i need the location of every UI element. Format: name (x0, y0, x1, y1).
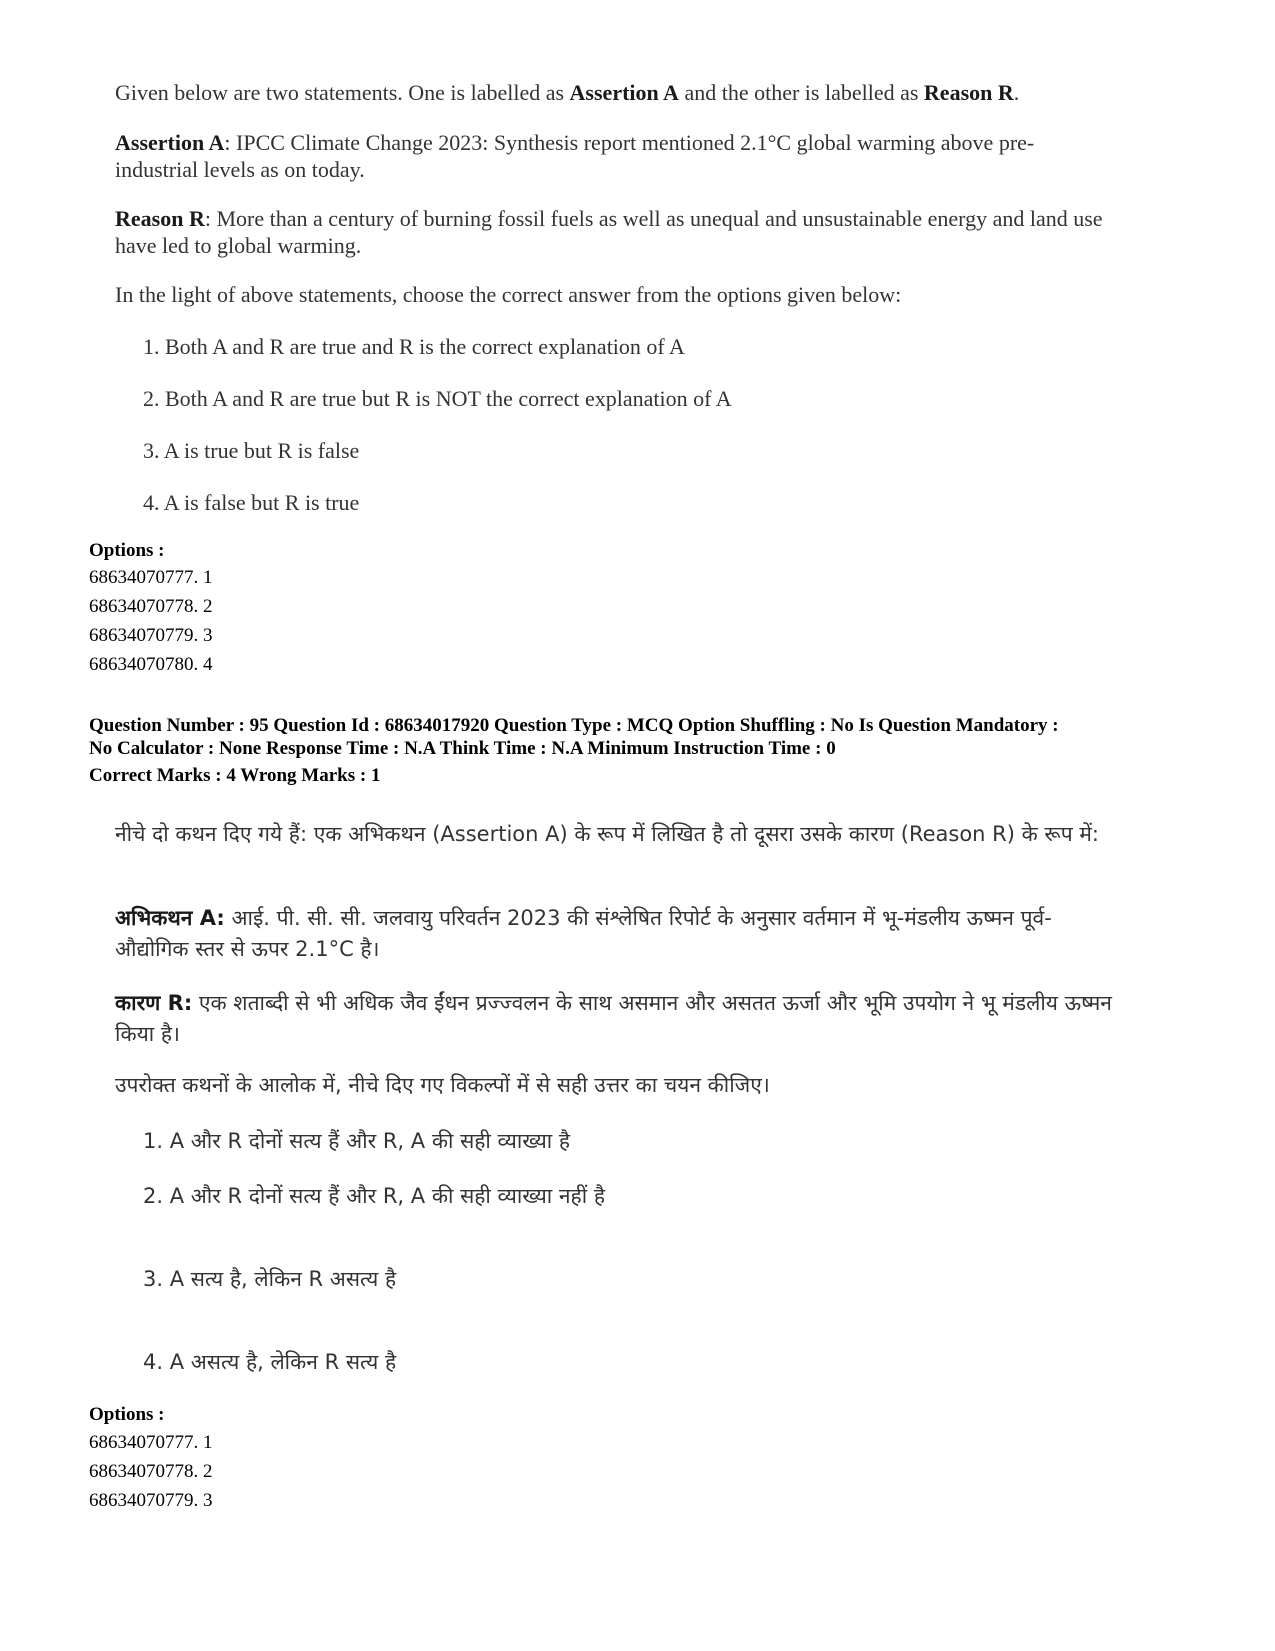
q94-reason-label: Reason R (115, 206, 205, 231)
q95-meta-line-1: Question Number : 95 Question Id : 68634017920 Question Type : MCQ Option Shuffling : No Is Question Mandatory : (89, 715, 1059, 736)
q95-intro: नीचे दो कथन दिए गये हैं: एक अभिकथन (Assertion A) के रूप में लिखित है तो दूसरा उसके कारण (Reason R) के रूप में: (115, 822, 1099, 846)
q94-option-2: 68634070778. 2 (89, 596, 213, 617)
q95-option-2: 68634070778. 2 (89, 1461, 213, 1482)
q94-assertion (115, 129, 1115, 183)
q95-choice-1: 1. A और R दोनों सत्य हैं और R, A की सही व्याख्या है (143, 1129, 571, 1153)
q94-choice-2: 2. Both A and R are true but R is NOT the correct explanation of A (143, 386, 732, 411)
q95-instruction: उपरोक्त कथनों के आलोक में, नीचे दिए गए विकल्पों में से सही उत्तर का चयन कीजिए। (115, 1073, 770, 1097)
q94-assertion-label: Assertion A (115, 130, 225, 155)
q95-assertion-text: आई. पी. सी. सी. जलवायु परिवर्तन 2023 की संश्लेषित रिपोर्ट के अनुसार वर्तमान में भू-मंडलीय ऊष्मन पूर्व-औद्योगिक स्तर से ऊपर 2.1°C है। (115, 906, 1052, 961)
q94-intro-text-mid: and the other is labelled as (678, 80, 924, 105)
q94-choice-1: 1. Both A and R are true and R is the correct explanation of A (143, 334, 685, 359)
q94-instruction: In the light of above statements, choose the correct answer from the options given below: (115, 282, 902, 307)
q95-choice-2: 2. A और R दोनों सत्य हैं और R, A की सही व्याख्या नहीं है (143, 1184, 605, 1208)
q94-reason (115, 205, 1115, 259)
q95-options-list (89, 1428, 213, 1515)
q95-assertion-label: अभिकथन A: (115, 906, 225, 930)
q95-choice-3: 3. A सत्य है, लेकिन R असत्य है (143, 1267, 397, 1291)
q95-option-3: 68634070779. 3 (89, 1490, 213, 1511)
q95-choice-4: 4. A असत्य है, लेकिन R सत्य है (143, 1350, 397, 1374)
q94-intro (115, 80, 1019, 106)
q94-option-1: 68634070777. 1 (89, 567, 213, 588)
q94-options-list (89, 563, 213, 679)
q95-reason-text: एक शताब्दी से भी अधिक जैव ईंधन प्रज्ज्वलन के साथ असमान और असतत ऊर्जा और भूमि उपयोग ने भू मंडलीय ऊष्मन किया है। (115, 991, 1112, 1046)
q94-assertion-text: : IPCC Climate Change 2023: Synthesis report mentioned 2.1°C global warming above pre-industrial levels as on today. (115, 130, 1035, 182)
q95-options-label: Options : (89, 1404, 165, 1425)
q94-intro-assertion: Assertion A (569, 80, 679, 105)
q95-assertion (115, 903, 1115, 965)
q94-intro-text: Given below are two statements. One is labelled as (115, 80, 570, 105)
q94-choice-3: 3. A is true but R is false (143, 438, 360, 463)
q94-reason-text: : More than a century of burning fossil fuels as well as unequal and unsustainable energy and land use have led to global warming. (115, 206, 1103, 258)
q94-intro-reason: Reason R (923, 80, 1014, 105)
q94-options-label: Options : (89, 540, 165, 561)
q95-reason (115, 988, 1115, 1050)
q94-option-3: 68634070779. 3 (89, 625, 213, 646)
q95-option-1: 68634070777. 1 (89, 1432, 213, 1453)
q94-choice-4: 4. A is false but R is true (143, 490, 360, 515)
q94-option-4: 68634070780. 4 (89, 654, 213, 675)
q95-meta-marks: Correct Marks : 4 Wrong Marks : 1 (89, 765, 381, 786)
q95-reason-label: कारण R: (115, 991, 193, 1015)
q94-intro-end: . (1013, 80, 1020, 105)
q95-meta-line-2: No Calculator : None Response Time : N.A Think Time : N.A Minimum Instruction Time : 0 (89, 738, 836, 759)
